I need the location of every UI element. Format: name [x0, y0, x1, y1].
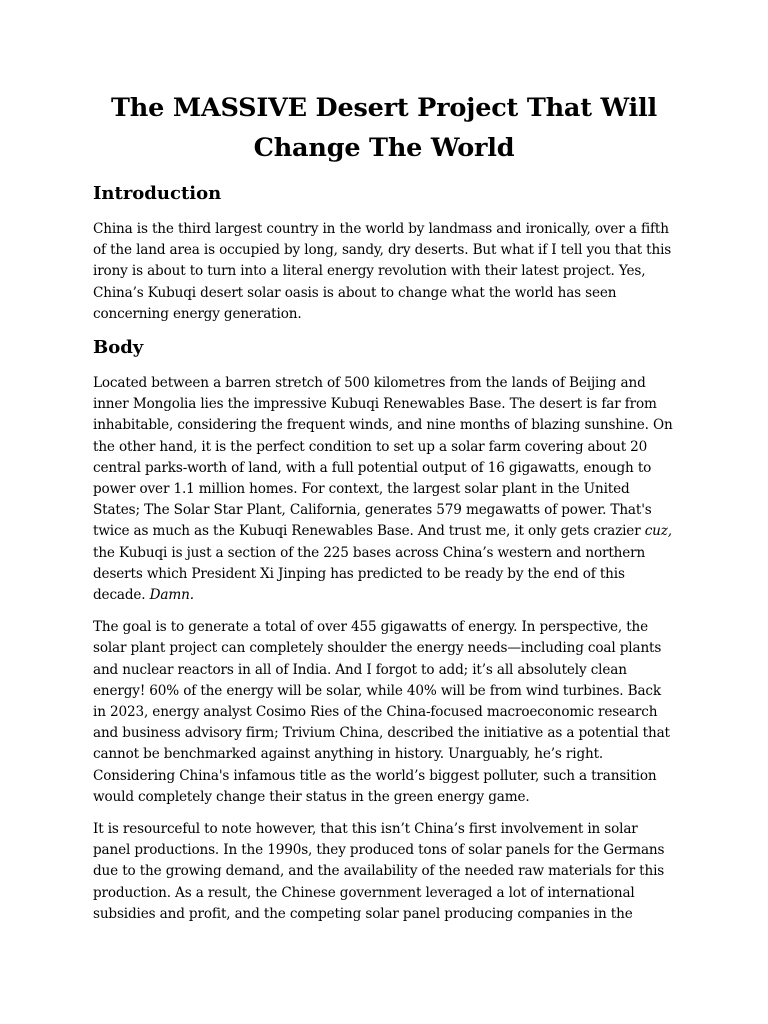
- body-paragraph-3: It is resourceful to note however, that this isn’t China’s first involvement in solar panel productions. In the 1990s, they produced tons of solar panels for the Germans due to the growing demand, and the availability of the needed raw materials for this production. As a result, the Chinese government leveraged a lot of international subsidies and profit, and the competing solar panel producing companies in the: [93, 821, 665, 922]
- body-paragraph-1-text-b: the Kubuqi is just a section of the 225 bases across China’s western and northern deserts which President Xi Jinping has predicted to be ready by the end of this decade.: [93, 544, 646, 604]
- body-paragraph-2: The goal is to generate a total of over 455 gigawatts of energy. In perspective, the solar plant project can completely shoulder the energy needs—including coal plants and nuclear reactors in all of India. And I forgot to add; it’s all absolutely clean energy! 60% of the energy will be solar, while 40% will be from wind turbines. Back in 2023, energy analyst Cosimo Ries of the China-focused macroeconomic research and business advisory firm; Trivium China, described the initiative as a potential that cannot be benchmarked against anything in history. Unarguably, he’s right. Considering China's infamous title as the world’s biggest polluter, such a transition would completely change their status in the green energy game.: [93, 619, 670, 805]
- body-paragraph-1-italic-damn: Damn.: [149, 587, 194, 604]
- section-heading-body: Body: [93, 337, 144, 359]
- body-paragraph-1-italic-cuz: cuz,: [644, 523, 672, 540]
- body-paragraph-1: [93, 373, 675, 606]
- body-paragraph-1-text-a: Located between a barren stretch of 500 kilometres from the lands of Beijing and inner Mongolia lies the impressive Kubuqi Renewables Base. The desert is far from inhabitable, considering the frequent winds, and nine months of blazing sunshine. On the other hand, it is the perfect condition to set up a solar farm covering about 20 central parks-worth of land, with a full potential output of 16 gigawatts, enough to power over 1.1 million homes. For context, the largest solar plant in the United States; The Solar Star Plant, California, generates 579 megawatts of power. That's twice as much as the Kubuqi Renewables Base. And trust me, it only gets crazier: [93, 375, 673, 540]
- document-title: The MASSIVE Desert Project That Will Change The World: [111, 93, 657, 163]
- introduction-paragraph: China is the third largest country in the world by landmass and ironically, over a fifth of the land area is occupied by long, sandy, dry deserts. But what if I tell you that this irony is about to turn into a literal energy revolution with their latest project. Yes, China’s Kubuqi desert solar oasis is about to change what the world has seen concerning energy generation.: [93, 221, 672, 322]
- section-heading-introduction: Introduction: [93, 183, 222, 204]
